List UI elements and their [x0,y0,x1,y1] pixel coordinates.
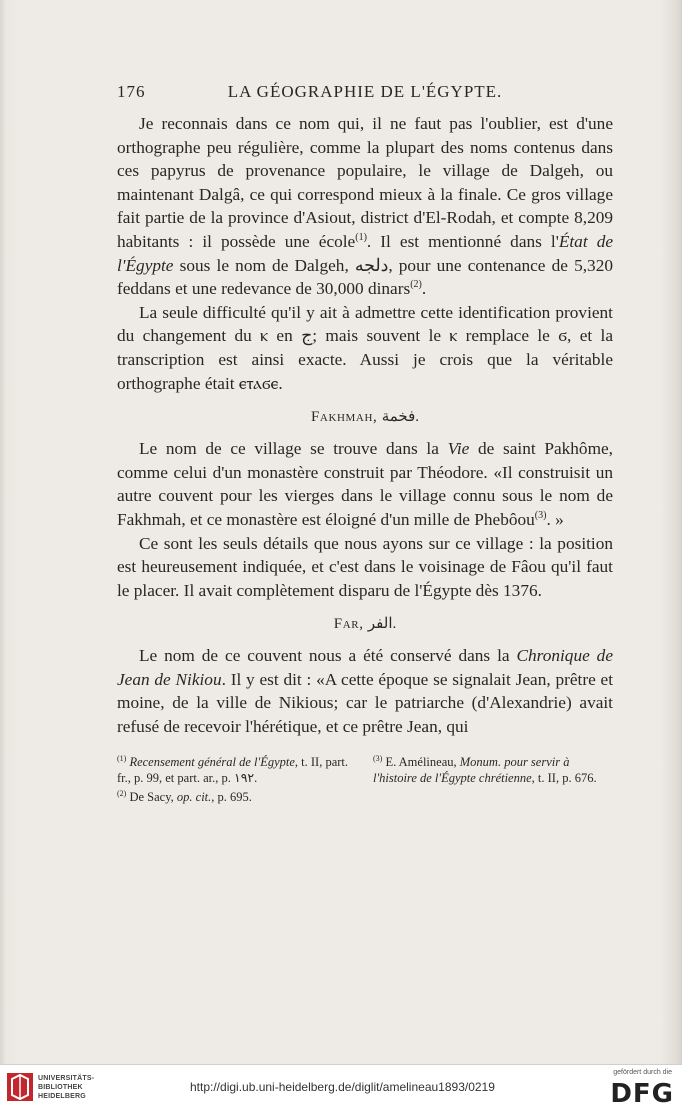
running-title: LA GÉOGRAPHIE DE L'ÉGYPTE. [227,82,503,101]
page-number: 176 [117,82,146,101]
text-run: . Il est mentionné dans l' [366,231,559,251]
paragraph-difficulty [117,301,613,395]
text-run: , et la transcription est ainsi exacte. Aussi je crois que la véritable orthographe était [117,326,614,393]
text-run: Je reconnais dans ce nom qui, il ne faut pas l'oublier, est d'une orthographe peu régulière, comme la plupart des noms contenus dans ces papyrus de provenance populaire, le village de Dalgeh, ou maintenant Dalgâ, ce qui correspond mieux à la finale. Ce gros village fait partie de la province d'Asiout, district d'El-Rodah, et compte 8,209 habitants : il possède une école [117,114,613,251]
coptic-word: ⲉⲧⲁϭⲉ [238,373,279,393]
footnote-text: , p. 695. [211,789,252,804]
paragraph-details: Ce sont les seuls détails que nous ayons sur ce village : la position est heureusement indiquée, et c'est dans le voisinage de Fâou qu'il faut le placer. Il avait complètement disparu de l'Égypte dès 1376. [117,533,613,600]
library-name[interactable] [38,1074,94,1101]
heading-name: Fakhmah [310,409,373,426]
text-run: sous le nom de Dalgeh, [173,255,355,275]
text-run: . Il y est dit : «A cette époque se signalait Jean, prêtre et moine, de la ville de Nikious; car le patriarche (d'Alexandrie) avait refusé de recevoir l'hérétique, et ce prêtre Jean, qui [117,669,614,737]
viewer-footer [0,1064,682,1111]
text-run: ; mais souvent le [312,326,450,346]
text-run: La seule difficulté qu'il y ait à admettre cette identification provient du changement du [117,302,613,346]
footnote-text: , t. II, p. 676. [531,770,597,785]
footnote-mark: (2) [117,788,127,798]
running-head [117,82,613,102]
footnote-3 [373,751,613,786]
paragraph-fakhmah [117,437,613,531]
text-run: de saint Pakhôme, comme celui d'un monastère construit par Théodore. «Il construisit un autre couvent pour les vierges dans le village connu sous le nom de Fakhmah, et ce monastère est éloigné d'un mille de Phebôou [117,439,613,529]
italic-title: Vie [447,439,470,459]
footnote-italic: Monum. pour servir à l'histoire de l'Égypte chrétienne [373,754,570,785]
university-library-logo-icon[interactable] [6,1071,34,1103]
footnotes-left [117,751,357,805]
paragraph-far [117,644,613,738]
section-heading-far: Far, الفر. [333,616,397,633]
text-run: . » [546,509,564,529]
italic-title: État de l'Égypte [117,231,614,275]
heading-arabic: الفر [367,616,393,633]
library-line: HEIDELBERG [38,1093,86,1100]
footnote-text: , t. II, part. fr., p. 99, et part. ar., p. ١٩٢. [117,754,349,785]
footnote-mark: (3) [373,753,383,763]
text-run: , pour une contenance de 5,320 feddans et une redevance de 30,000 dinars [117,255,613,299]
text-run: remplace le [457,326,559,346]
library-line: UNIVERSITÄTS- [38,1075,95,1082]
permalink-url[interactable]: http://digi.ub.uni-heidelberg.de/diglit/amelineau1893/0219 [190,1080,495,1094]
arabic-word: دلجه [354,255,389,275]
italic-title: Chronique de Jean de Nikiou [117,646,613,689]
footnote-text: De Sacy, [129,789,177,804]
footnotes-right [373,751,613,805]
footnote-ref-3[interactable]: (3) [534,510,547,522]
coptic-letter: ϭ [558,326,567,346]
text-run: en [268,326,302,346]
coptic-letter: ⲕ [449,326,458,346]
page-content [117,82,613,805]
coptic-letter: ⲕ [260,326,269,346]
footnote-ref-1[interactable]: (1) [355,232,367,244]
heading-arabic: فخمة [381,409,416,426]
footnote-text: E. Amélineau, [385,754,460,769]
footnote-2 [117,786,357,805]
funded-by-label: gefördert durch die [613,1069,672,1076]
footnote-italic: Recensement général de l'Égypte [129,754,295,769]
footnote-ref-2[interactable]: (2) [410,279,422,291]
text-run: Le nom de ce village se trouve dans la [139,439,448,459]
dfg-logo[interactable]: DFG [610,1079,674,1109]
library-line: BIBLIOTHEK [38,1084,83,1091]
text-run: Le nom de ce couvent nous a été conservé dans la [139,646,517,666]
section-heading-fakhmah: Fakhmah, فخمة. [310,409,420,426]
text-run: . [278,373,283,393]
footnote-mark: (1) [117,753,127,763]
footnotes [117,751,613,805]
text-run: . [421,279,427,299]
paragraph-dalgeh [117,112,613,301]
footnote-1 [117,751,357,786]
heading-name: Far [333,616,360,633]
arabic-letter: ج [301,326,313,346]
footnote-italic: op. cit. [176,789,212,804]
